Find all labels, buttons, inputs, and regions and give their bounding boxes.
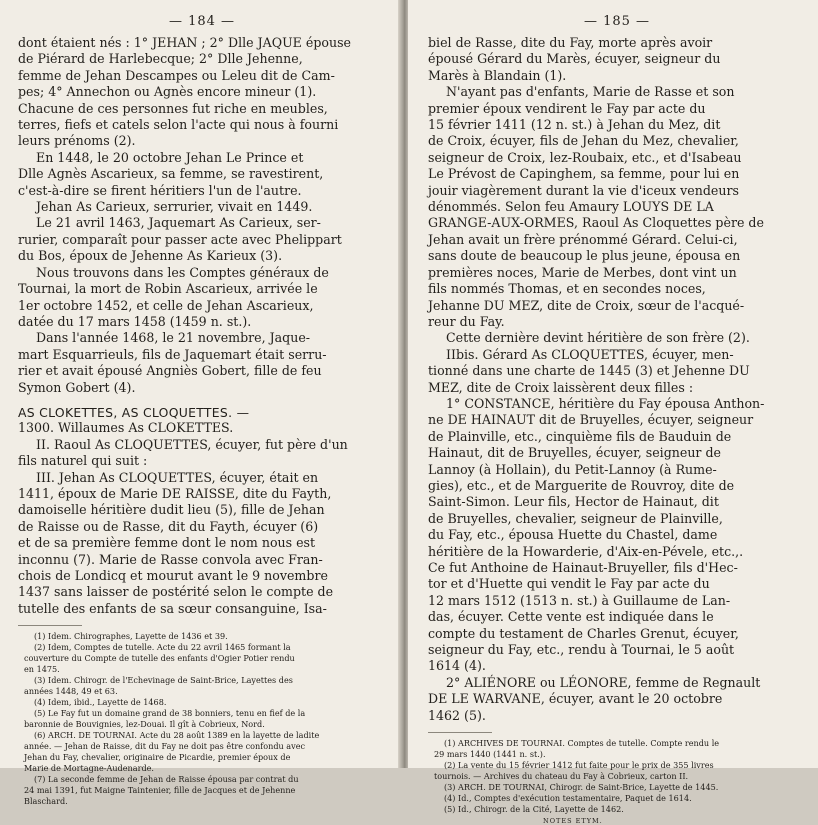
text-line: et de sa première femme dont le nom nous est [18,535,316,551]
text-line: de Bruyelles, chevalier, seigneur de Plainville, [428,510,723,526]
footnote: (3) ARCH. DE TOURNAI, Chirogr. de Saint-Brice, Layette de 1445. [444,782,719,793]
text-line: jouir viagèrement durant la vie d'iceux vendeurs [428,182,739,198]
text-line: 2° ALIÉNORE ou LÉONORE, femme de Regnault [446,674,761,690]
text-line: gies), etc., et de Marguerite de Rouvroy, dite de [428,477,735,493]
footnote: année. — Jehan de Raisse, dit du Fay ne doit pas être confondu avec [24,741,306,752]
text-line: chois de Londicq et mourut avant le 9 novembre [18,568,328,583]
text-line: épousé Gérard du Marès, écuyer, seigneur du [428,51,721,67]
text-line: 1300. Willaumes As CLOKETTES. [18,420,234,436]
text-line: inconnu (7). Marie de Rasse convola avec Fran- [18,551,323,567]
text-line: Jehanne DU MEZ, dite de Croix, sœur de l'acqué- [428,297,745,313]
text-line: dénommés. Selon feu Amaury LOUYS DE LA [428,199,714,215]
footnote: (4) Id., Comptes d'exécution testamentaire, Paquet de 1614. [444,793,692,804]
body-text [428,35,806,723]
text-line: 15 février 1411 (12 n. st.) à Jehan du Mez, dit [428,117,721,133]
text-line: terres, fiefs et catels selon l'acte qui nous à fourni [18,117,339,133]
text-line: leurs prénoms (2). [18,133,136,149]
text-line: III. Jehan As CLOQUETTES, écuyer, était en [36,469,319,485]
text-line: 1° CONSTANCE, héritière du Fay épousa Anthon- [446,395,765,411]
text-line: 1462 (5). [428,707,486,723]
footnote-rule [428,732,492,733]
text-line: datée du 17 mars 1458 (1459 n. st.). [18,313,252,329]
left-page [0,0,400,807]
footnote: (3) Idem. Chirogr. de l'Echevinage de Saint-Brice, Layettes des [34,675,293,686]
text-line: de Croix, écuyer, fils de Jehan du Mez, chevalier, [428,133,739,149]
text-line: Symon Gobert (4). [18,379,136,395]
footnote: Blaschard. [24,796,68,807]
text-line: tor et d'Huette qui vendit le Fay par acte du [428,576,710,592]
text-line: de Plainville, etc., cinquième fils de Bauduin de [428,428,732,444]
text-line: IIbis. Gérard As CLOQUETTES, écuyer, men- [446,346,734,362]
footnote-rule [18,625,82,626]
text-line: II. Raoul As CLOQUETTES, écuyer, fut père d'un [36,436,348,452]
footnote: (6) ARCH. DE TOURNAI. Acte du 28 août 1389 en la layette de ladite [34,730,320,741]
footnote: (2) La vente du 15 février 1412 fut faite pour le prix de 355 livres [444,760,714,771]
text-line: Saint-Simon. Leur fils, Hector de Hainaut, dit [428,494,719,510]
page-number: — 184 — [168,14,236,29]
text-line: 12 mars 1512 (1513 n. st.) à Guillaume de Lan- [428,592,731,608]
footnote: (5) Id., Chirogr. de la Cité, Layette de 1462. [444,804,624,815]
right-page [408,0,818,825]
body-text [18,35,386,616]
text-line: N'ayant pas d'enfants, Marie de Rasse et son [446,84,735,100]
text-line: compte du testament de Charles Grenut, écuyer, [428,625,739,641]
text-line: GRANGE-AUX-ORMES, Raoul As Cloquettes père de [428,215,764,231]
text-line: sans doute de beaucoup le plus jeune, épousa en [428,248,741,264]
text-line: damoiselle héritière dudit lieu (5), fille de Jehan [18,502,325,518]
text-line: seigneur du Fay, etc., rendu à Tournai, le 5 août [428,642,735,658]
text-line: Hainaut, dit de Bruyelles, écuyer, seigneur de [428,445,721,461]
text-line: DE LE WARVANE, écuyer, avant le 20 octobre [428,691,723,707]
footnotes [18,631,386,807]
text-line: fils naturel qui suit : [18,453,148,469]
footnote: (2) Idem, Comptes de tutelle. Acte du 22 avril 1465 formant la [34,642,291,653]
text-line: rier et avait épousé Angniès Gobert, fille de feu [18,363,322,379]
text-line: seigneur de Croix, lez-Roubaix, etc., et d'Isabeau [428,149,742,165]
text-line: premières noces, Marie de Merbes, dont vint un [428,264,737,280]
footnote: 29 mars 1440 (1441 n. st.). [434,749,546,760]
text-line: Dans l'année 1468, le 21 novembre, Jaque- [36,330,311,346]
text-line: tutelle des enfants de sa sœur consanguine, Isa- [18,600,327,616]
text-line: biel de Rasse, dite du Fay, morte après avoir [428,35,713,50]
footnote: (5) Le Fay fut un domaine grand de 38 bonniers, tenu en fief de la [34,708,306,719]
text-line: 1437 sans laisser de postérité selon le compte de [18,584,334,600]
text-line: Cette dernière devint héritière de son frère (2). [446,330,750,346]
text-line: ne DE HAINAUT dit de Bruyelles, écuyer, seigneur [428,412,754,428]
footnote: couverture du Compte de tutelle des enfants d'Ogier Potier rendu [24,653,295,664]
footnote: (7) La seconde femme de Jehan de Raisse épousa par contrat du [34,774,299,785]
text-line: Nous trouvons dans les Comptes généraux de [36,264,329,280]
text-line: Le 21 avril 1463, Jaquemart As Carieux, ser- [36,215,321,231]
footnote: tournois. — Archives du chateau du Fay à Cobrieux, carton II. [434,771,689,782]
text-line: Le Prévost de Capinghem, sa femme, pour lui en [428,166,740,182]
text-line: du Fay, etc., épousa Huette du Chastel, dame [428,527,718,543]
footnote: (1) Idem. Chirographes, Layette de 1436 et 39. [34,631,228,642]
footnote: en 1475. [24,664,60,675]
text-line: Jehan As Carieux, serrurier, vivait en 1449. [36,199,313,215]
text-line: 1411, époux de Marie DE RAISSE, dite du Fayth, [18,485,332,501]
footnote: (4) Idem, ibid., Layette de 1468. [34,697,167,708]
text-line: Dlle Agnès Ascarieux, sa femme, se ravestirent, [18,166,324,182]
text-line: pes; 4° Annechon ou Agnès encore mineur (1). [18,84,317,100]
text-line: 1er octobre 1452, et celle de Jehan Ascarieux, [18,297,314,313]
page-number: — 185 — [583,14,651,29]
text-line: Marès à Blandain (1). [428,67,567,83]
text-line: Tournai, la mort de Robin Ascarieux, arrivée le [18,281,318,297]
printer-signature: NOTES ETYM. [543,817,603,825]
text-line: Lannoy (à Hollain), du Petit-Lannoy (à Rume- [428,461,717,477]
text-line: MEZ, dite de Croix laissèrent deux filles : [428,379,694,395]
text-line: de Raisse ou de Rasse, dit du Fayth, écuyer (6) [18,518,319,534]
text-line: das, écuyer. Cette vente est indiquée dans le [428,609,714,625]
text-line: rurier, comparaît pour passer acte avec Phelippart [18,231,342,247]
text-line: reur du Fay. [428,313,505,329]
footnotes [428,738,806,815]
section-heading: AS CLOKETTES, AS CLOQUETTES. — [18,404,250,420]
text-line: tionné dans une charte de 1445 (3) et Jehenne DU [428,363,750,379]
text-line: c'est-à-dire se firent héritiers l'un de l'autre. [18,182,302,198]
text-line: En 1448, le 20 octobre Jehan Le Prince et [36,149,304,165]
text-line: de Piérard de Harlebecque; 2° Dlle Jehenne, [18,51,303,67]
footnote: (1) ARCHIVES DE TOURNAI. Comptes de tutelle. Compte rendu le [444,738,720,749]
footnote: Jehan du Fay, chevalier, originaire de Picardie, premier époux de [24,752,291,763]
footnote: Marie de Mortagne-Audenarde. [24,763,154,774]
text-line: Jehan avait un frère prénommé Gérard. Celui-ci, [428,231,738,247]
footnote: années 1448, 49 et 63. [24,686,118,697]
text-line: 1614 (4). [428,658,486,674]
footnote: baronnie de Bouvignies, lez-Douai. Il gît à Cobrieux, Nord. [24,719,265,730]
text-line: mart Esquarrieuls, fils de Jaquemart était serru- [18,346,327,362]
text-line: Ce fut Anthoine de Hainaut-Bruyeller, fils d'Hec- [428,560,738,575]
text-line: dont étaient nés : 1° JEHAN ; 2° Dlle JAQUE épouse [18,35,351,50]
text-line: héritière de la Howarderie, d'Aix-en-Pévele, etc.,. [428,543,744,559]
text-line: femme de Jehan Descampes ou Leleu dit de Cam- [18,67,335,83]
text-line: du Bos, époux de Jehenne As Karieux (3). [18,248,283,264]
text-line: Chacune de ces personnes fut riche en meubles, [18,100,328,116]
text-line: fils nommés Thomas, et en secondes noces, [428,281,706,297]
footnote: 24 mai 1391, fut Maigne Taintenier, fille de Jacques et de Jehenne [24,785,296,796]
text-line: premier époux vendirent le Fay par acte du [428,100,706,116]
